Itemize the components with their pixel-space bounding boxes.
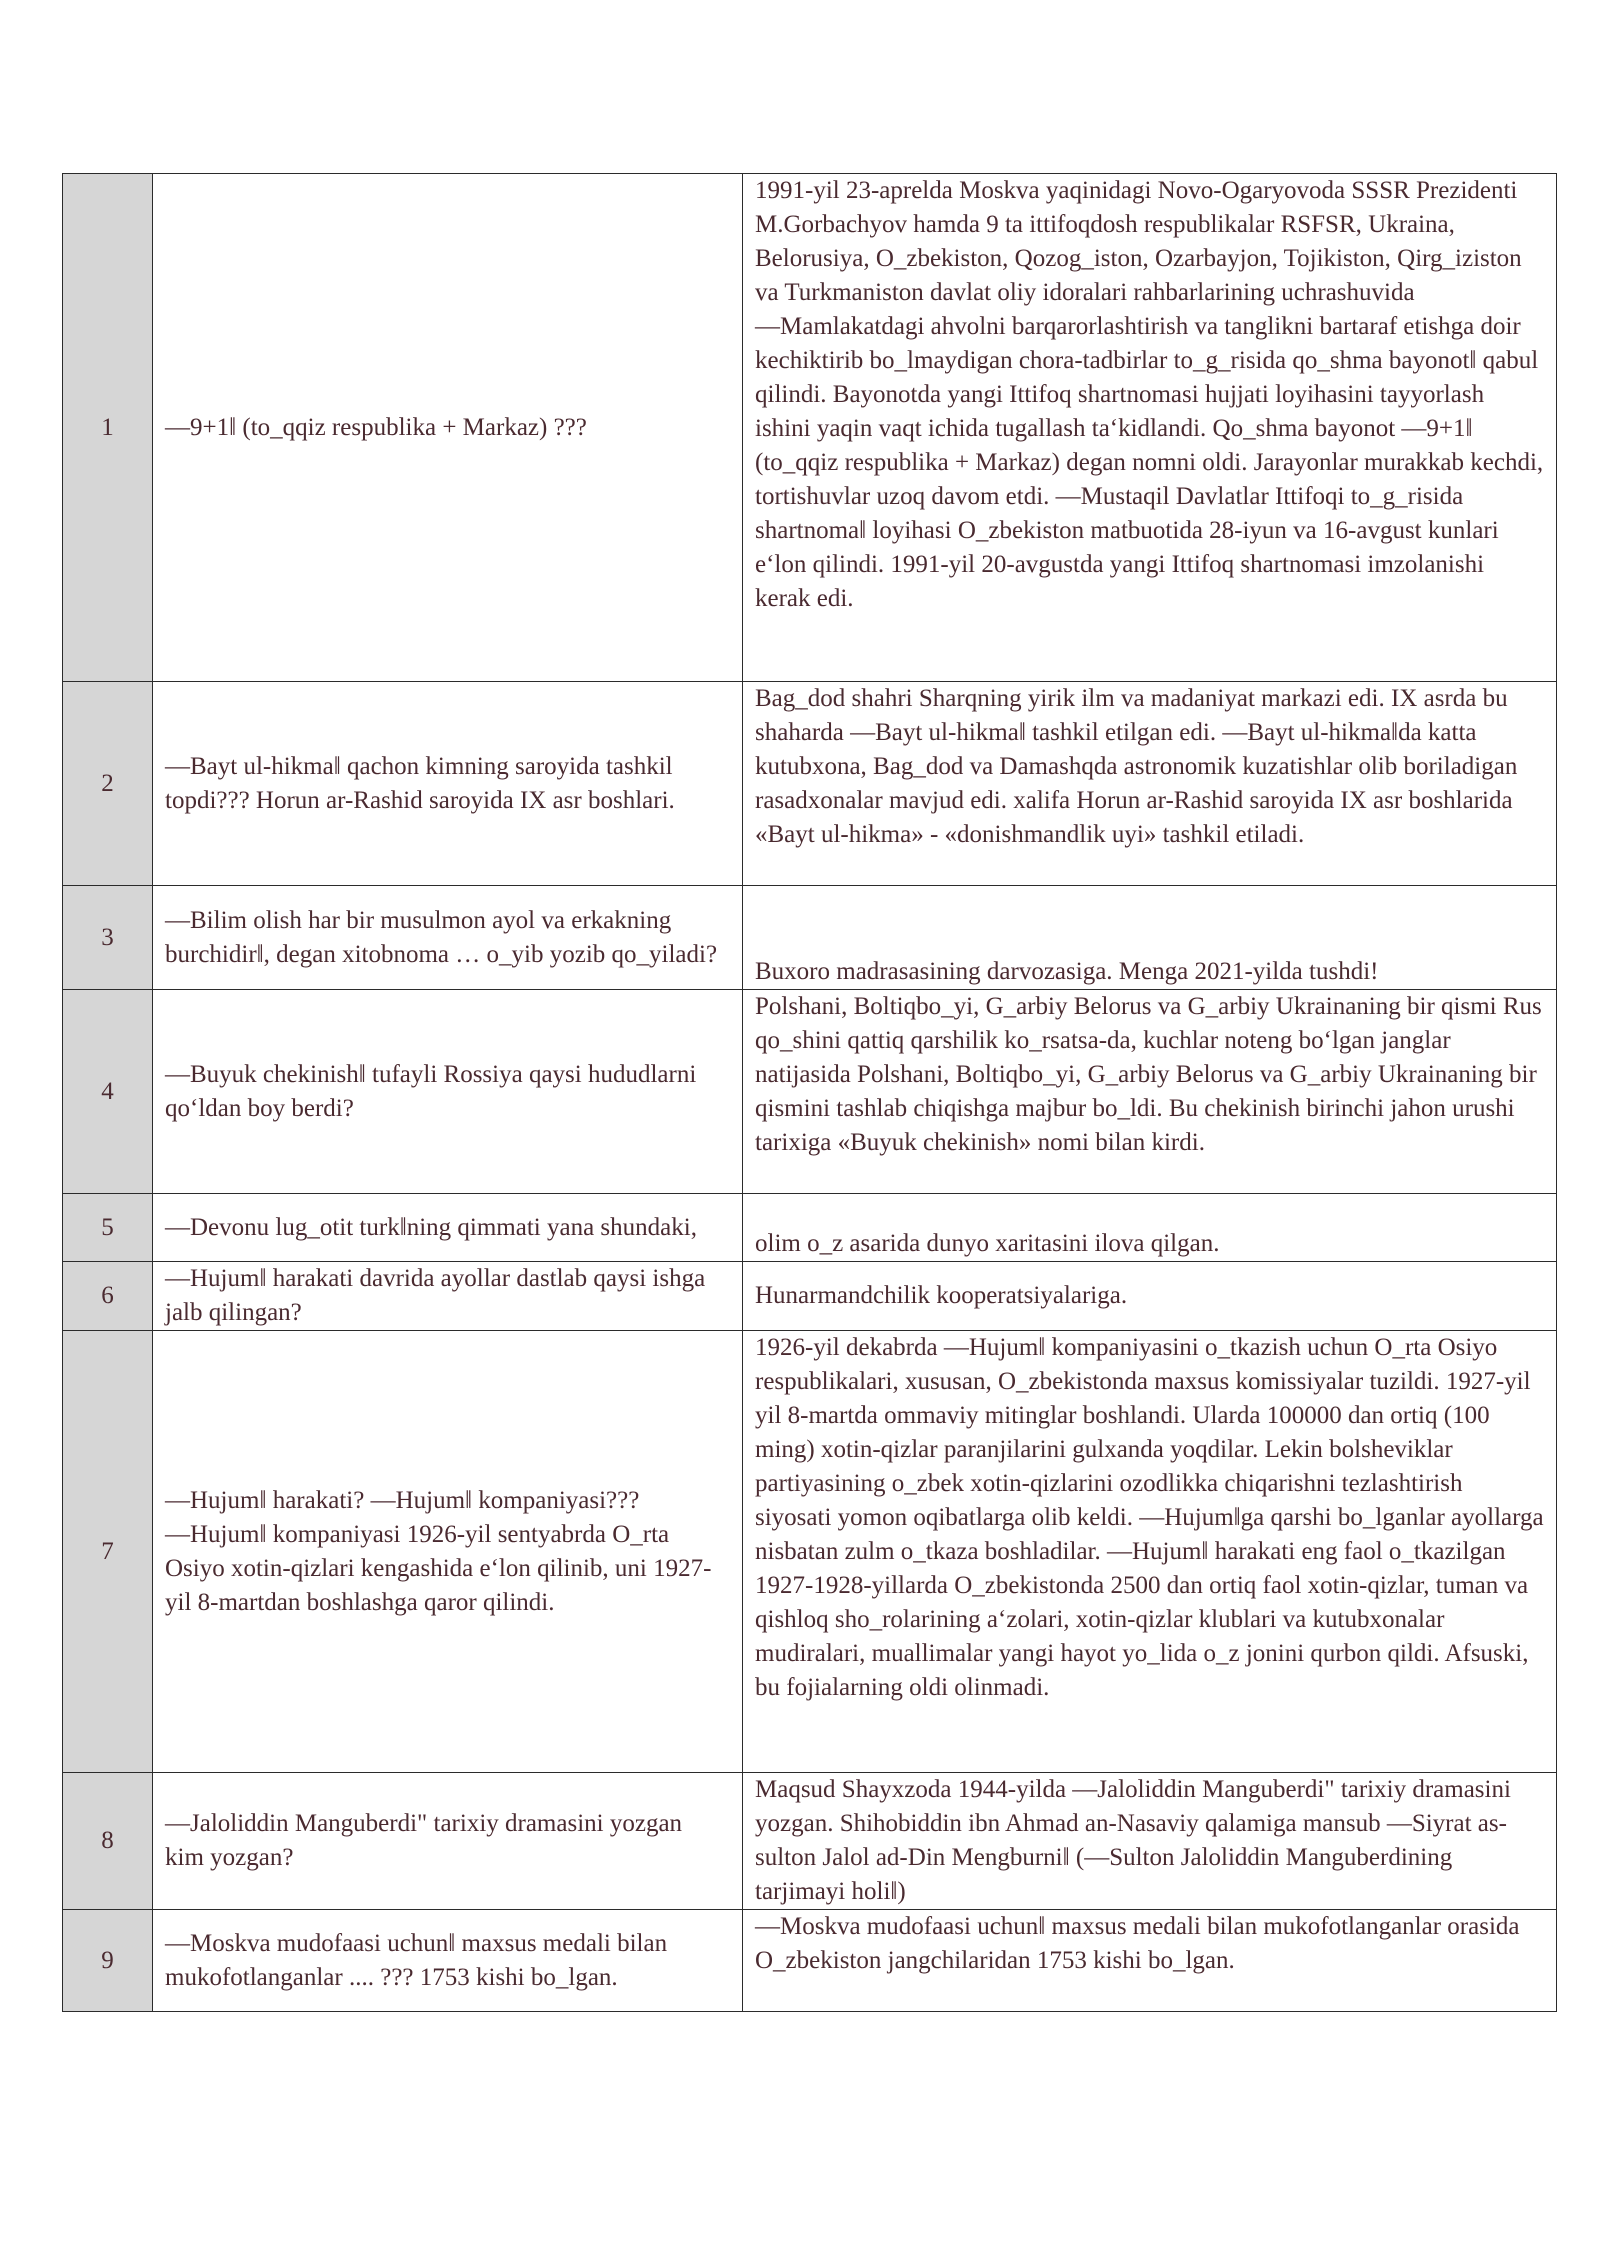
question-cell: ―Jaloliddin Manguberdi" tarixiy dramasini yozgan kim yozgan? [153,1773,743,1910]
answer-cell: 1991-yil 23-aprelda Moskva yaqinidagi Novo-Ogaryovoda SSSR Prezidenti M.Gorbachyov hamda 9 ta ittifoqdosh respublikalar RSFSR, Ukraina, Belorusiya, O_zbekiston, Qozog_iston, Ozarbayjon, Tojikiston, Qirg_iziston va Turkmaniston davlat oliy idoralari rahbarlarining uchrashuvida ―Mamlakatdagi ahvolni barqarorlashtirish va tanglikni bartaraf etishga doir kechiktirib bo_lmaydigan chora-tadbirlar to_g_risida qo_shma bayonot‖ qabul qilindi. Bayonotda yangi Ittifoq shartnomasi hujjati loyihasini tayyorlash ishini yaqin vaqt ichida tugallash ta‘kidlandi. Qo_shma bayonot ―9+1‖ (to_qqiz respublika + Markaz) degan nomni oldi. Jarayonlar murakkab kechdi, tortishuvlar uzoq davom etdi. ―Mustaqil Davlatlar Ittifoqi to_g_risida shartnoma‖ loyihasi O_zbekiston matbuotida 28-iyun va 16-avgust kunlari e‘lon qilindi. 1991-yil 20-avgustda yangi Ittifoq shartnomasi imzolanishi kerak edi. [743,174,1557,682]
table-row [63,174,1557,682]
answer-cell: olim o_z asarida dunyo xaritasini ilova qilgan. [743,1194,1557,1262]
answer-cell: Hunarmandchilik kooperatsiyalariga. [743,1262,1557,1331]
row-number: 8 [63,1773,153,1910]
row-number: 5 [63,1194,153,1262]
table-row [63,1910,1557,2012]
table-row [63,886,1557,990]
answer-cell: Buxoro madrasasining darvozasiga. Menga 2021-yilda tushdi! [743,886,1557,990]
question-cell: ―Devonu lug_otit turk‖ning qimmati yana shundaki, [153,1194,743,1262]
table-row [63,1331,1557,1773]
row-number: 2 [63,682,153,886]
question-cell: ―Bilim olish har bir musulmon ayol va erkakning burchidir‖, degan xitobnoma … o_yib yozib qo_yiladi? [153,886,743,990]
table-row [63,1194,1557,1262]
table-row [63,990,1557,1194]
row-number: 1 [63,174,153,682]
row-number: 3 [63,886,153,990]
table-row [63,682,1557,886]
answer-cell: ―Moskva mudofaasi uchun‖ maxsus medali bilan mukofotlanganlar orasida O_zbekiston jangchilaridan 1753 kishi bo_lgan. [743,1910,1557,2012]
question-cell: ―Moskva mudofaasi uchun‖ maxsus medali bilan mukofotlanganlar .... ??? 1753 kishi bo_lgan. [153,1910,743,2012]
question-cell: ―Hujum‖ harakati davrida ayollar dastlab qaysi ishga jalb qilingan? [153,1262,743,1331]
question-cell: ―Buyuk chekinish‖ tufayli Rossiya qaysi hududlarni qo‘ldan boy berdi? [153,990,743,1194]
row-number: 7 [63,1331,153,1773]
answer-cell: Polshani, Boltiqbo_yi, G_arbiy Belorus va G_arbiy Ukrainaning bir qismi Rus qo_shini qattiq qarshilik ko_rsatsa-da, kuchlar noteng bo‘lgan janglar natijasida Polshani, Boltiqbo_yi, G_arbiy Belorus va G_arbiy Ukrainaning bir qismini tashlab chiqishga majbur bo_ldi. Bu chekinish birinchi jahon urushi tarixiga «Buyuk chekinish» nomi bilan kirdi. [743,990,1557,1194]
answer-cell: 1926-yil dekabrda ―Hujum‖ kompaniyasini o_tkazish uchun O_rta Osiyo respublikalari, xususan, O_zbekistonda maxsus komissiyalar tuzildi. 1927-yil yil 8-martda ommaviy mitinglar boshlandi. Ularda 100000 dan ortiq (100 ming) xotin-qizlar paranjilarini gulxanda yoqdilar. Lekin bolsheviklar partiyasining o_zbek xotin-qizlarini ozodlikka chiqarishni tezlashtirish siyosati yomon oqibatlarga olib keldi. ―Hujum‖ga qarshi bo_lganlar ayollarga nisbatan zulm o_tkaza boshladilar. ―Hujum‖ harakati eng faol o_tkazilgan 1927-1928-yillarda O_zbekistonda 2500 dan ortiq faol xotin-qizlar, tuman va qishloq sho_rolarining a‘zolari, xotin-qizlar klublari va kutubxonalar mudiralari, muallimalar yangi hayot yo_lida o_z jonini qurbon qildi. Afsuski, bu fojialarning oldi olinmadi. [743,1331,1557,1773]
question-cell: ―Bayt ul-hikma‖ qachon kimning saroyida tashkil topdi??? Horun ar-Rashid saroyida IX asr boshlari. [153,682,743,886]
qa-table [62,173,1557,2012]
row-number: 6 [63,1262,153,1331]
answer-cell: Maqsud Shayxzoda 1944-yilda ―Jaloliddin Manguberdi" tarixiy dramasini yozgan. Shihobiddin ibn Ahmad an-Nasaviy qalamiga mansub ―Siyrat as-sulton Jalol ad-Din Mengburni‖ (―Sulton Jaloliddin Manguberdining tarjimayi holi‖) [743,1773,1557,1910]
table-row [63,1773,1557,1910]
question-cell: ―Hujum‖ harakati? ―Hujum‖ kompaniyasi??? ―Hujum‖ kompaniyasi 1926-yil sentyabrda O_rta Osiyo xotin-qizlari kengashida e‘lon qilinib, uni 1927-yil 8-martdan boshlashga qaror qilindi. [153,1331,743,1773]
row-number: 9 [63,1910,153,2012]
table-row [63,1262,1557,1331]
answer-cell: Bag_dod shahri Sharqning yirik ilm va madaniyat markazi edi. IX asrda bu shaharda ―Bayt ul-hikma‖ tashkil etilgan edi. ―Bayt ul-hikma‖da katta kutubxona, Bag_dod va Damashqda astronomik kuzatishlar olib boriladigan rasadxonalar mavjud edi. xalifa Horun ar-Rashid saroyida IX asr boshlarida «Bayt ul-hikma» - «donishmandlik uyi» tashkil etiladi. [743,682,1557,886]
question-cell: ―9+1‖ (to_qqiz respublika + Markaz) ??? [153,174,743,682]
row-number: 4 [63,990,153,1194]
